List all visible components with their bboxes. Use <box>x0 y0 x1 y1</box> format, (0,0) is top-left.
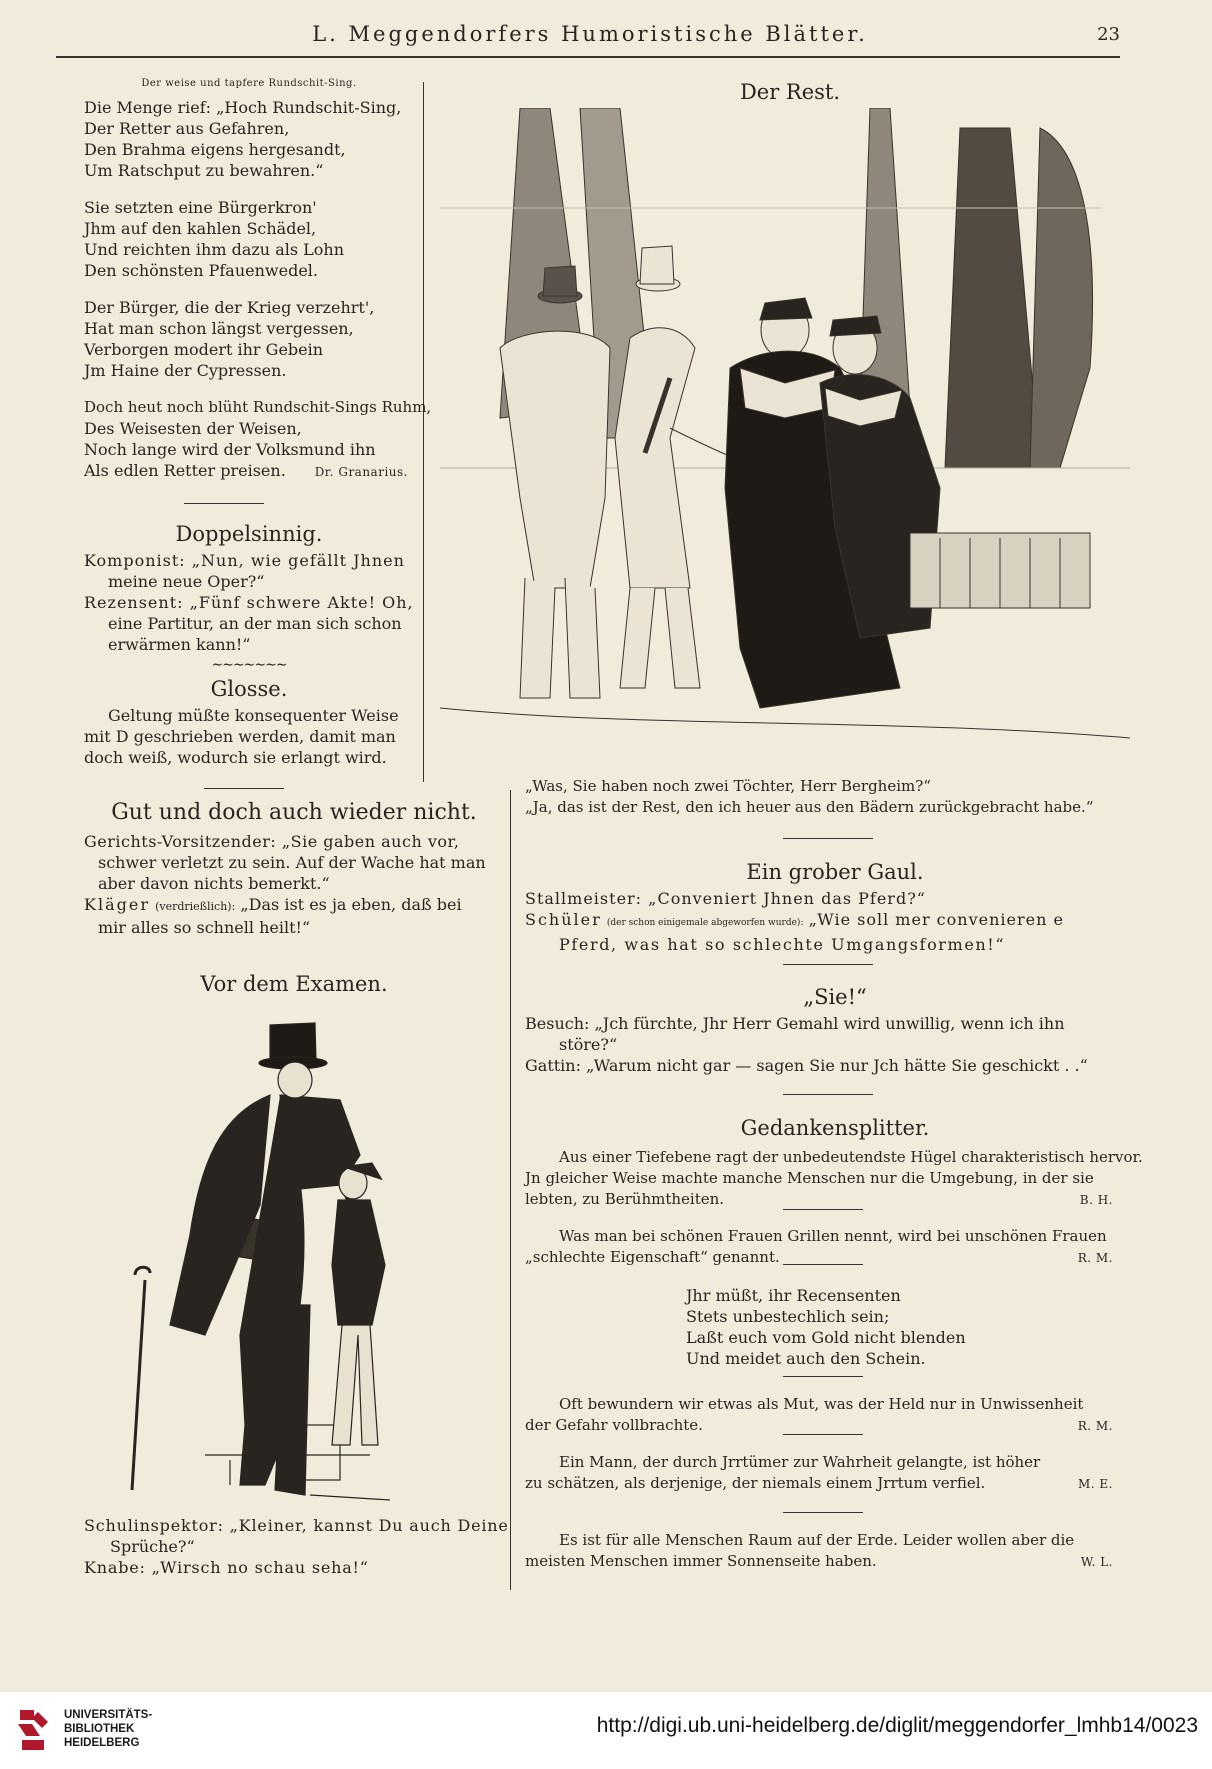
gaul-line <box>525 909 1125 934</box>
library-name-line: BIBLIOTHEK <box>64 1723 135 1735</box>
source-url-link[interactable]: http://digi.ub.uni-heidelberg.de/diglit/meggendorfer_lmhb14/0023 <box>596 1714 1198 1737</box>
poem-line: Den schönsten Pfauenwedel. <box>84 261 318 280</box>
poem <box>84 97 432 481</box>
ornament-rule: ∼∼∼∼∼∼∼ <box>211 657 287 673</box>
sie-line: Besuch: „Jch fürchte, Jhr Herr Gemahl wird unwillig, wenn ich ihn <box>525 1014 1065 1033</box>
poem-line: Jm Haine der Cypressen. <box>84 361 287 380</box>
footer-bar <box>0 1692 1212 1769</box>
speaker: Schüler <box>525 910 602 929</box>
column-divider-bottom <box>510 790 511 1590</box>
examen-caption-line: Schulinspektor: „Kleiner, kannst Du auch Deine <box>84 1516 509 1535</box>
poem-heading: Der weise und tapfere Rundschit-Sing. <box>141 78 357 89</box>
splitter-line: der Gefahr vollbrachte. <box>525 1416 703 1434</box>
splitter-line: „schlechte Eigenschaft“ genannt. <box>525 1248 780 1266</box>
gut-line: aber davon nichts bemerkt.“ <box>98 874 330 893</box>
doppelsinnig-line: Komponist: „Nun, wie gefällt Jhnen <box>84 551 405 570</box>
splitter-line: meisten Menschen immer Sonnenseite haben. <box>525 1552 877 1570</box>
splitter-5 <box>525 1530 1125 1572</box>
poem-line: Jhm auf den kahlen Schädel, <box>84 219 317 238</box>
page-title: L. Meggendorfers Humoristische Blätter. <box>312 22 868 46</box>
gaul-text <box>525 888 1125 955</box>
library-name-line: UNIVERSITÄTS- <box>64 1709 153 1721</box>
column-divider-top <box>423 82 424 782</box>
poem-line: Noch lange wird der Volksmund ihn <box>84 440 376 459</box>
section-rule <box>783 1264 863 1265</box>
poem-line: Und reichten ihm dazu als Lohn <box>84 240 345 259</box>
section-rule <box>783 1094 873 1095</box>
poem-line: Doch heut noch blüht Rundschit-Sings Ruhm, <box>84 398 432 416</box>
glosse-line: doch weiß, wodurch sie erlangt wird. <box>84 748 387 767</box>
section-rule <box>783 838 873 839</box>
section-rule <box>783 1209 863 1210</box>
poem-line: Den Brahma eigens hergesandt, <box>84 140 346 159</box>
stage-note: (verdrießlich): <box>155 900 236 913</box>
splitter-line: Ein Mann, der durch Jrrtümer zur Wahrheit gelangte, ist höher <box>559 1453 1041 1471</box>
sie-title: „Sie!“ <box>803 985 867 1009</box>
poem-line: Sie setzten eine Bürgerkron' <box>84 198 317 217</box>
examen-caption-line: Sprüche?“ <box>110 1537 195 1556</box>
glosse-line: Geltung müßte konsequenter Weise <box>108 706 399 725</box>
verse-line: Laßt euch vom Gold nicht blenden <box>686 1328 966 1347</box>
rest-caption <box>525 776 1125 818</box>
page-number: 23 <box>1097 24 1120 45</box>
rest-caption-line: „Was, Sie haben noch zwei Töchter, Herr Bergheim?“ <box>525 777 931 795</box>
speech: „Wie soll mer convenieren e <box>808 910 1064 929</box>
speech: „Das ist es ja eben, daß bei <box>240 895 462 914</box>
splitter-line: lebten, zu Berühmtheiten. <box>525 1190 725 1208</box>
examen-title: Vor dem Examen. <box>200 972 388 996</box>
verse-line: Jhr müßt, ihr Recensenten <box>686 1286 901 1305</box>
stage-note: (der schon einigemale abgeworfen wurde): <box>606 918 804 928</box>
header-rule <box>56 56 1120 58</box>
signature: B. H. <box>1079 1193 1113 1207</box>
gut-line: Gerichts-Vorsitzender: „Sie gaben auch vor, <box>84 832 460 851</box>
poem-line: Verborgen modert ihr Gebein <box>84 340 324 359</box>
poem-stanza <box>84 97 414 181</box>
glosse-title: Glosse. <box>210 677 288 701</box>
splitter-line: Aus einer Tiefebene ragt der unbedeutendste Hügel charakteristisch hervor. <box>559 1148 1143 1166</box>
poem-line: Der Retter aus Gefahren, <box>84 119 290 138</box>
poem-stanza <box>84 197 414 281</box>
library-name <box>64 1708 152 1750</box>
section-rule <box>783 1376 863 1377</box>
poem-author: Dr. Granarius. <box>314 465 408 479</box>
examen-caption <box>84 1515 509 1578</box>
splitter-2 <box>525 1226 1125 1268</box>
speaker: Kläger <box>84 895 150 914</box>
doppelsinnig-title: Doppelsinnig. <box>175 522 323 546</box>
gaul-title: Ein grober Gaul. <box>746 860 924 884</box>
gaul-line: Pferd, was hat so schlechte Umgangsformen!“ <box>559 935 1006 954</box>
poem-line: Der Bürger, die der Krieg verzehrt', <box>84 298 375 317</box>
verse-line: Stets unbestechlich sein; <box>686 1307 890 1326</box>
sie-line: Gattin: „Warum nicht gar — sagen Sie nur Jch hätte Sie geschickt . .“ <box>525 1056 1088 1075</box>
gut-section <box>84 800 504 938</box>
library-logo-icon <box>14 1706 52 1754</box>
gut-title: Gut und doch auch wieder nicht. <box>111 800 477 825</box>
rest-illustration <box>440 108 1130 758</box>
splitter-line: Es ist für alle Menschen Raum auf der Erde. Leider wollen aber die <box>559 1531 1075 1549</box>
section-rule <box>783 964 873 965</box>
section-rule <box>204 788 284 789</box>
signature: W. L. <box>1080 1555 1113 1569</box>
splitter-4 <box>525 1452 1125 1494</box>
signature: M. E. <box>1078 1477 1113 1491</box>
gut-line: schwer verletzt zu sein. Auf der Wache hat man <box>98 853 486 872</box>
poem-stanza <box>84 297 414 381</box>
section-rule <box>783 1512 863 1513</box>
signature: R. M. <box>1077 1251 1113 1265</box>
rest-caption-line: „Ja, das ist der Rest, den ich heuer aus den Bädern zurückgebracht habe.“ <box>525 798 1094 816</box>
splitter-line: Was man bei schönen Frauen Grillen nennt, wird bei unschönen Frauen <box>559 1227 1107 1245</box>
gut-line: mir alles so schnell heilt!“ <box>98 918 311 937</box>
doppelsinnig-line: eine Partitur, an der man sich schon <box>108 614 402 633</box>
rest-title: Der Rest. <box>739 80 841 104</box>
sie-text <box>525 1013 1125 1076</box>
sie-line: störe?“ <box>559 1035 618 1054</box>
poem-line: Die Menge rief: „Hoch Rundschit-Sing, <box>84 98 402 117</box>
gut-klaeger-line <box>84 894 504 917</box>
poem-line: Des Weisesten der Weisen, <box>84 419 302 438</box>
library-name-line: HEIDELBERG <box>64 1737 140 1749</box>
examen-illustration <box>110 1005 490 1510</box>
splitter-line: zu schätzen, als derjenige, der niemals einem Jrrtum verfiel. <box>525 1474 986 1492</box>
poem-line: Hat man schon längst vergessen, <box>84 319 354 338</box>
doppelsinnig-line: meine neue Oper?“ <box>108 572 265 591</box>
examen-caption-line: Knabe: „Wirsch no schau seha!“ <box>84 1558 369 1577</box>
left-column <box>84 78 432 789</box>
poem-stanza <box>84 397 432 481</box>
verse-line: Und meidet auch den Schein. <box>686 1349 926 1368</box>
splitter-3 <box>525 1394 1125 1436</box>
splitter-line: Oft bewundern wir etwas als Mut, was der Held nur in Unwissenheit <box>559 1395 1084 1413</box>
doppelsinnig-line: erwärmen kann!“ <box>108 635 251 654</box>
signature: R. M. <box>1077 1419 1113 1433</box>
section-rule <box>783 1434 863 1435</box>
poem-line: Um Ratschput zu bewahren.“ <box>84 161 324 180</box>
gaul-line: Stallmeister: „Conveniert Jhnen das Pferd?“ <box>525 889 926 908</box>
verse <box>686 1285 986 1369</box>
doppelsinnig-line: Rezensent: „Fünf schwere Akte! Oh, <box>84 593 414 612</box>
poem-line: Als edlen Retter preisen. <box>84 461 286 480</box>
section-rule <box>184 503 264 504</box>
glosse-line: mit D geschrieben werden, damit man <box>84 727 396 746</box>
splitter-line: Jn gleicher Weise machte manche Menschen nur die Umgebung, in der sie <box>525 1169 1094 1187</box>
splitter-title: Gedankensplitter. <box>740 1116 930 1140</box>
page-header <box>60 22 1120 52</box>
splitter-1 <box>525 1147 1143 1210</box>
